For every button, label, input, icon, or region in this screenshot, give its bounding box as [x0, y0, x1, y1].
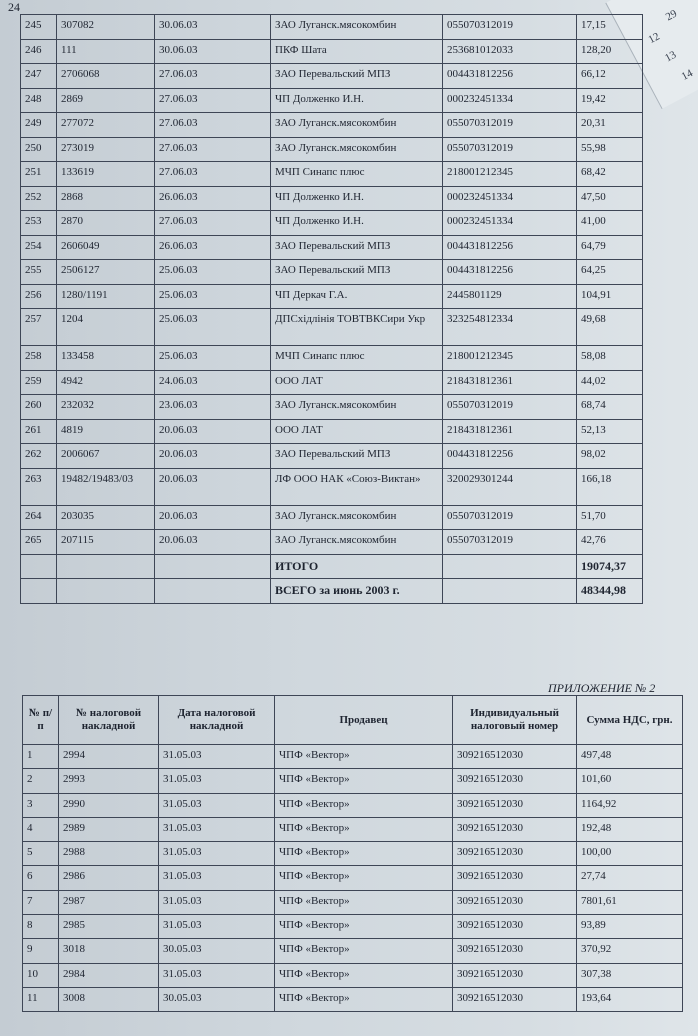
table-row [23, 842, 683, 866]
row-number: 258 [21, 346, 57, 371]
invoice-date: 30.06.03 [155, 15, 271, 40]
invoice-date: 27.06.03 [155, 113, 271, 138]
column-header: № налоговой накладной [59, 696, 159, 745]
table-row [21, 39, 643, 64]
tax-number: 2445801129 [443, 284, 577, 309]
seller-name: ЗАО Луганск.мясокомбин [271, 505, 443, 530]
invoice-date: 24.06.03 [155, 370, 271, 395]
seller-name: ЧПФ «Вектор» [275, 915, 453, 939]
row-number: 11 [23, 987, 59, 1011]
grand-total-value: 48344,98 [577, 579, 643, 604]
invoice-number: 2006067 [57, 444, 155, 469]
page-number: 24 [8, 0, 20, 14]
row-number: 255 [21, 260, 57, 285]
seller-name: ЗАО Перевальский МПЗ [271, 64, 443, 89]
row-number: 9 [23, 939, 59, 963]
row-number: 257 [21, 309, 57, 346]
invoice-date: 20.06.03 [155, 505, 271, 530]
seller-name: ЧП Долженко И.Н. [271, 88, 443, 113]
column-header: Продавец [275, 696, 453, 745]
invoice-date: 30.05.03 [159, 987, 275, 1011]
tax-number: 004431812256 [443, 260, 577, 285]
seller-name: ПКФ Шата [271, 39, 443, 64]
invoice-number: 19482/19483/03 [57, 468, 155, 505]
row-number: 253 [21, 211, 57, 236]
vat-sum: 58,08 [577, 346, 643, 371]
invoice-number: 2987 [59, 890, 159, 914]
table-row [23, 866, 683, 890]
tax-number: 000232451334 [443, 211, 577, 236]
vat-sum: 68,42 [577, 162, 643, 187]
vat-sum: 192,48 [577, 817, 683, 841]
vat-sum: 128,20 [577, 39, 643, 64]
vat-sum: 64,79 [577, 235, 643, 260]
invoice-date: 20.06.03 [155, 530, 271, 555]
row-number: 264 [21, 505, 57, 530]
tax-number: 004431812256 [443, 444, 577, 469]
invoice-date: 26.06.03 [155, 235, 271, 260]
tax-number: 309216512030 [453, 817, 577, 841]
invoice-date: 20.06.03 [155, 444, 271, 469]
row-number: 6 [23, 866, 59, 890]
vat-sum: 41,00 [577, 211, 643, 236]
invoice-number: 2868 [57, 186, 155, 211]
invoice-number: 2986 [59, 866, 159, 890]
table-row [21, 260, 643, 285]
seller-name: ООО ЛАТ [271, 370, 443, 395]
tax-number: 000232451334 [443, 186, 577, 211]
table-row [23, 939, 683, 963]
invoice-date: 25.06.03 [155, 309, 271, 346]
invoice-date: 31.05.03 [159, 817, 275, 841]
vat-sum: 66,12 [577, 64, 643, 89]
vat-sum: 19,42 [577, 88, 643, 113]
vat-sum: 51,70 [577, 505, 643, 530]
tax-number: 000232451334 [443, 88, 577, 113]
invoice-number: 4819 [57, 419, 155, 444]
seller-name: МЧП Синапс плюс [271, 162, 443, 187]
vat-sum: 64,25 [577, 260, 643, 285]
vat-sum: 1164,92 [577, 793, 683, 817]
invoice-number: 277072 [57, 113, 155, 138]
invoice-number: 2988 [59, 842, 159, 866]
invoice-number: 1280/1191 [57, 284, 155, 309]
table-row [21, 370, 643, 395]
row-number: 8 [23, 915, 59, 939]
table-row [21, 444, 643, 469]
vat-sum: 42,76 [577, 530, 643, 555]
vat-sum: 104,91 [577, 284, 643, 309]
invoice-number: 207115 [57, 530, 155, 555]
row-number: 3 [23, 793, 59, 817]
row-number: 245 [21, 15, 57, 40]
table-row [21, 346, 643, 371]
table-row [23, 915, 683, 939]
vat-sum: 497,48 [577, 745, 683, 769]
seller-name: ЧПФ «Вектор» [275, 866, 453, 890]
column-header: Дата налоговой накладной [159, 696, 275, 745]
table-row [21, 530, 643, 555]
invoice-number: 3008 [59, 987, 159, 1011]
tax-number: 055070312019 [443, 15, 577, 40]
row-number: 263 [21, 468, 57, 505]
invoice-number: 2506127 [57, 260, 155, 285]
seller-name: ЗАО Луганск.мясокомбин [271, 530, 443, 555]
vat-sum: 52,13 [577, 419, 643, 444]
tax-number: 309216512030 [453, 842, 577, 866]
tax-number: 004431812256 [443, 235, 577, 260]
table-row [21, 284, 643, 309]
invoice-table-june [20, 14, 643, 604]
seller-name: ЧП Долженко И.Н. [271, 186, 443, 211]
invoice-number: 2606049 [57, 235, 155, 260]
table-row [21, 137, 643, 162]
invoice-number: 3018 [59, 939, 159, 963]
table-row [21, 211, 643, 236]
table-row [21, 113, 643, 138]
invoice-number: 232032 [57, 395, 155, 420]
table-row [21, 468, 643, 505]
invoice-number: 2994 [59, 745, 159, 769]
vat-sum: 55,98 [577, 137, 643, 162]
row-number: 250 [21, 137, 57, 162]
tax-number: 055070312019 [443, 395, 577, 420]
tax-number: 309216512030 [453, 793, 577, 817]
invoice-date: 20.06.03 [155, 419, 271, 444]
invoice-date: 30.05.03 [159, 939, 275, 963]
invoice-number: 2990 [59, 793, 159, 817]
invoice-date: 31.05.03 [159, 866, 275, 890]
invoice-date: 27.06.03 [155, 88, 271, 113]
seller-name: ЧПФ «Вектор» [275, 745, 453, 769]
row-number: 254 [21, 235, 57, 260]
seller-name: ЗАО Перевальский МПЗ [271, 260, 443, 285]
row-number: 2 [23, 769, 59, 793]
invoice-date: 31.05.03 [159, 769, 275, 793]
seller-name: ЧПФ «Вектор» [275, 817, 453, 841]
vat-sum: 7801,61 [577, 890, 683, 914]
table-row [21, 15, 643, 40]
table-row [23, 817, 683, 841]
table-row [21, 186, 643, 211]
seller-name: ЧПФ «Вектор» [275, 769, 453, 793]
invoice-number: 111 [57, 39, 155, 64]
invoice-date: 27.06.03 [155, 211, 271, 236]
invoice-number: 203035 [57, 505, 155, 530]
total-value: 19074,37 [577, 554, 643, 579]
table-row [23, 793, 683, 817]
invoice-number: 2989 [59, 817, 159, 841]
tax-number: 218431812361 [443, 370, 577, 395]
table-row [21, 419, 643, 444]
tax-number: 218001212345 [443, 162, 577, 187]
invoice-date: 25.06.03 [155, 284, 271, 309]
table-row [23, 963, 683, 987]
invoice-table-appendix-2 [22, 695, 683, 1012]
invoice-number: 2706068 [57, 64, 155, 89]
invoice-date: 25.06.03 [155, 346, 271, 371]
table-row [23, 890, 683, 914]
seller-name: МЧП Синапс плюс [271, 346, 443, 371]
invoice-date: 27.06.03 [155, 137, 271, 162]
invoice-date: 30.06.03 [155, 39, 271, 64]
tax-number: 320029301244 [443, 468, 577, 505]
seller-name: ЗАО Луганск.мясокомбин [271, 137, 443, 162]
invoice-number: 133619 [57, 162, 155, 187]
table-row [23, 987, 683, 1011]
table-row [21, 395, 643, 420]
bg-sheet-number: 29 [663, 7, 680, 24]
seller-name: ЗАО Перевальский МПЗ [271, 235, 443, 260]
invoice-number: 2985 [59, 915, 159, 939]
invoice-date: 20.06.03 [155, 468, 271, 505]
table-row [21, 309, 643, 346]
seller-name: ЧПФ «Вектор» [275, 987, 453, 1011]
tax-number: 309216512030 [453, 769, 577, 793]
invoice-date: 25.06.03 [155, 260, 271, 285]
row-number: 256 [21, 284, 57, 309]
column-header: Сумма НДС, грн. [577, 696, 683, 745]
vat-sum: 166,18 [577, 468, 643, 505]
invoice-date: 31.05.03 [159, 963, 275, 987]
grand-total-row [21, 579, 643, 604]
table-row [23, 745, 683, 769]
bg-sheet-number: 14 [679, 67, 695, 83]
table-row [21, 505, 643, 530]
row-number: 248 [21, 88, 57, 113]
seller-name: ЗАО Луганск.мясокомбин [271, 15, 443, 40]
invoice-date: 27.06.03 [155, 162, 271, 187]
column-header: Индивидуальный налоговый номер [453, 696, 577, 745]
vat-sum: 49,68 [577, 309, 643, 346]
vat-sum: 17,15 [577, 15, 643, 40]
total-row [21, 554, 643, 579]
row-number: 265 [21, 530, 57, 555]
invoice-date: 31.05.03 [159, 793, 275, 817]
tax-number: 309216512030 [453, 915, 577, 939]
vat-sum: 98,02 [577, 444, 643, 469]
row-number: 251 [21, 162, 57, 187]
seller-name: ЧПФ «Вектор» [275, 890, 453, 914]
seller-name: ЛФ ООО НАК «Союз-Виктан» [271, 468, 443, 505]
grand-total-label: ВСЕГО за июнь 2003 г. [271, 579, 443, 604]
seller-name: ЗАО Луганск.мясокомбин [271, 395, 443, 420]
seller-name: ЧПФ «Вектор» [275, 793, 453, 817]
row-number: 10 [23, 963, 59, 987]
invoice-number: 133458 [57, 346, 155, 371]
column-header: № п/п [23, 696, 59, 745]
row-number: 259 [21, 370, 57, 395]
tax-number: 309216512030 [453, 963, 577, 987]
vat-sum: 68,74 [577, 395, 643, 420]
invoice-number: 2993 [59, 769, 159, 793]
invoice-date: 31.05.03 [159, 842, 275, 866]
tax-number: 309216512030 [453, 890, 577, 914]
row-number: 1 [23, 745, 59, 769]
vat-sum: 370,92 [577, 939, 683, 963]
tax-number: 309216512030 [453, 939, 577, 963]
invoice-date: 31.05.03 [159, 915, 275, 939]
row-number: 7 [23, 890, 59, 914]
tax-number: 055070312019 [443, 505, 577, 530]
tax-number: 218001212345 [443, 346, 577, 371]
vat-sum: 44,02 [577, 370, 643, 395]
row-number: 260 [21, 395, 57, 420]
invoice-date: 31.05.03 [159, 890, 275, 914]
appendix-label: ПРИЛОЖЕНИЕ № 2 [548, 681, 656, 695]
invoice-number: 307082 [57, 15, 155, 40]
invoice-number: 4942 [57, 370, 155, 395]
invoice-number: 2869 [57, 88, 155, 113]
row-number: 261 [21, 419, 57, 444]
bg-sheet-number: 12 [646, 30, 662, 47]
vat-sum: 101,60 [577, 769, 683, 793]
vat-sum: 47,50 [577, 186, 643, 211]
row-number: 249 [21, 113, 57, 138]
vat-sum: 27,74 [577, 866, 683, 890]
tax-number: 323254812334 [443, 309, 577, 346]
seller-name: ДПСхідлінія ТОВТВКСири Укр [271, 309, 443, 346]
seller-name: ЧПФ «Вектор» [275, 939, 453, 963]
tax-number: 218431812361 [443, 419, 577, 444]
invoice-date: 27.06.03 [155, 64, 271, 89]
tax-number: 309216512030 [453, 866, 577, 890]
table-header-row [23, 696, 683, 745]
seller-name: ЗАО Луганск.мясокомбин [271, 113, 443, 138]
tax-number: 055070312019 [443, 137, 577, 162]
table-row [23, 769, 683, 793]
invoice-date: 23.06.03 [155, 395, 271, 420]
table-row [21, 235, 643, 260]
table-row [21, 88, 643, 113]
row-number: 252 [21, 186, 57, 211]
table-row [21, 64, 643, 89]
tax-number: 309216512030 [453, 745, 577, 769]
invoice-date: 31.05.03 [159, 745, 275, 769]
vat-sum: 100,00 [577, 842, 683, 866]
row-number: 247 [21, 64, 57, 89]
seller-name: ООО ЛАТ [271, 419, 443, 444]
vat-sum: 93,89 [577, 915, 683, 939]
tax-number: 004431812256 [443, 64, 577, 89]
row-number: 4 [23, 817, 59, 841]
total-label: ИТОГО [271, 554, 443, 579]
seller-name: ЧП Долженко И.Н. [271, 211, 443, 236]
seller-name: ЧП Деркач Г.А. [271, 284, 443, 309]
tax-number: 309216512030 [453, 987, 577, 1011]
invoice-number: 2870 [57, 211, 155, 236]
table-row [21, 162, 643, 187]
invoice-number: 273019 [57, 137, 155, 162]
vat-sum: 193,64 [577, 987, 683, 1011]
invoice-date: 26.06.03 [155, 186, 271, 211]
row-number: 262 [21, 444, 57, 469]
seller-name: ЧПФ «Вектор» [275, 842, 453, 866]
row-number: 246 [21, 39, 57, 64]
bg-sheet-number: 13 [662, 48, 679, 65]
seller-name: ЗАО Перевальский МПЗ [271, 444, 443, 469]
tax-number: 253681012033 [443, 39, 577, 64]
tax-number: 055070312019 [443, 113, 577, 138]
row-number: 5 [23, 842, 59, 866]
vat-sum: 20,31 [577, 113, 643, 138]
tax-number: 055070312019 [443, 530, 577, 555]
invoice-number: 1204 [57, 309, 155, 346]
seller-name: ЧПФ «Вектор» [275, 963, 453, 987]
vat-sum: 307,38 [577, 963, 683, 987]
invoice-number: 2984 [59, 963, 159, 987]
